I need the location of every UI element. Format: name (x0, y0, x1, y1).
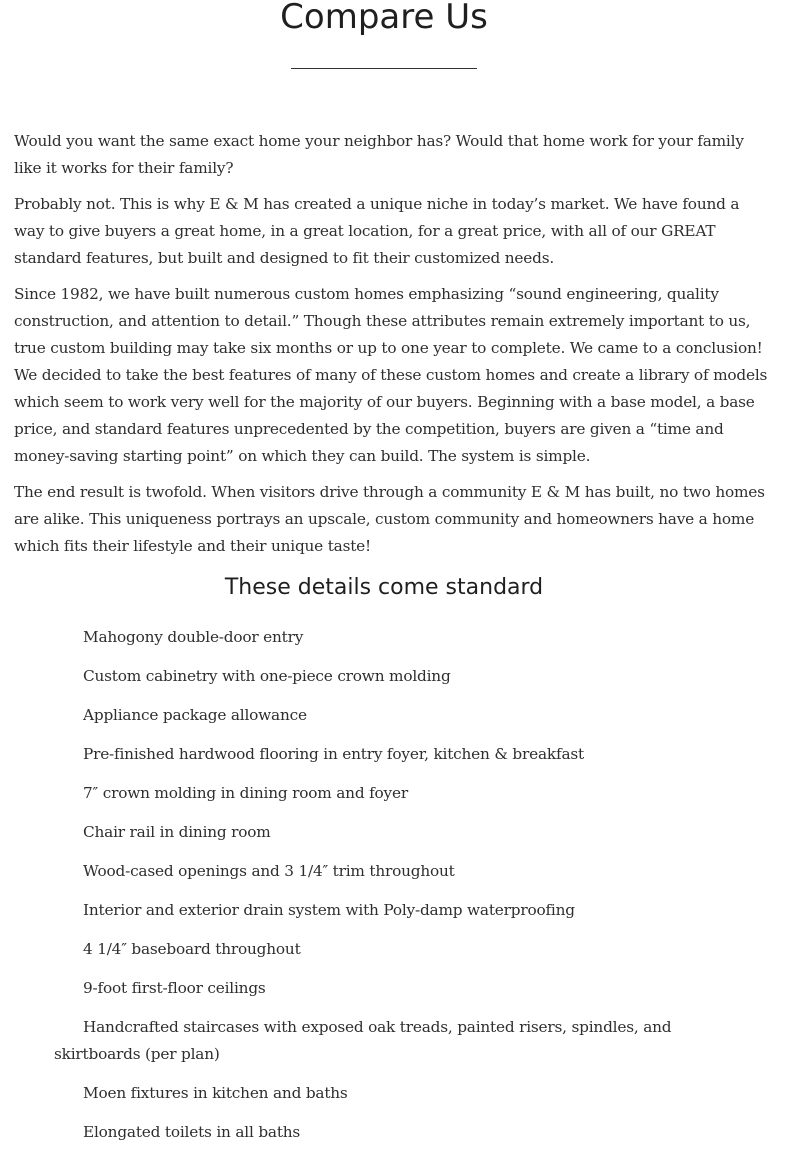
feature-item: Interior and exterior drain system with Poly-damp waterproofing (83, 901, 575, 919)
section-heading: These details come standard (224, 575, 544, 600)
feature-item: Pre-finished hardwood flooring in entry foyer, kitchen & breakfast (83, 745, 584, 763)
feature-item: Custom cabinetry with one-piece crown molding (83, 667, 451, 685)
feature-item: Moen fixtures in kitchen and baths (83, 1084, 348, 1102)
intro-paragraph: The end result is twofold. When visitors drive through a community E & M has built, no two homes are alike. This uniqueness portrays an upscale, custom community and homeowners have a home which fits their lifestyle and their unique taste! (14, 483, 765, 555)
standard-features-list (54, 624, 754, 1158)
intro-paragraph: Would you want the same exact home your neighbor has? Would that home work for your family like it works for their family? (14, 132, 744, 177)
feature-item: 4 1/4″ baseboard throughout (83, 940, 301, 958)
feature-item: Handcrafted staircases with exposed oak treads, painted risers, spindles, and skirtboards (per plan) (54, 1018, 672, 1063)
feature-item: 7″ crown molding in dining room and foyer (83, 784, 408, 802)
feature-item: Appliance package allowance (83, 706, 307, 724)
feature-item: Wood-cased openings and 3 1/4″ trim throughout (83, 862, 455, 880)
page-title: Compare Us (280, 0, 488, 37)
intro-paragraph: Probably not. This is why E & M has created a unique niche in today’s market. We have found a way to give buyers a great home, in a great location, for a great price, with all of our GREAT standard features, but built and designed to fit their customized needs. (14, 195, 740, 267)
title-divider (291, 68, 477, 69)
feature-item: Chair rail in dining room (83, 823, 271, 841)
intro-section (14, 128, 774, 569)
feature-item: Mahogony double-door entry (83, 628, 304, 646)
feature-item: 9-foot first-floor ceilings (83, 979, 266, 997)
feature-item: Elongated toilets in all baths (83, 1123, 301, 1141)
intro-paragraph: Since 1982, we have built numerous custom homes emphasizing “sound engineering, quality construction, and attention to detail.” Though these attributes remain extremely important to us, true custom building may take six months or up to one year to complete. We came to a conclusion! We decided to take the best features of many of these custom homes and create a library of models which seem to work very well for the majority of our buyers. Beginning with a base model, a base price, and standard features unprecedented by the competition, buyers are given a “time and money-saving starting point” on which they can build. The system is simple. (14, 285, 768, 465)
